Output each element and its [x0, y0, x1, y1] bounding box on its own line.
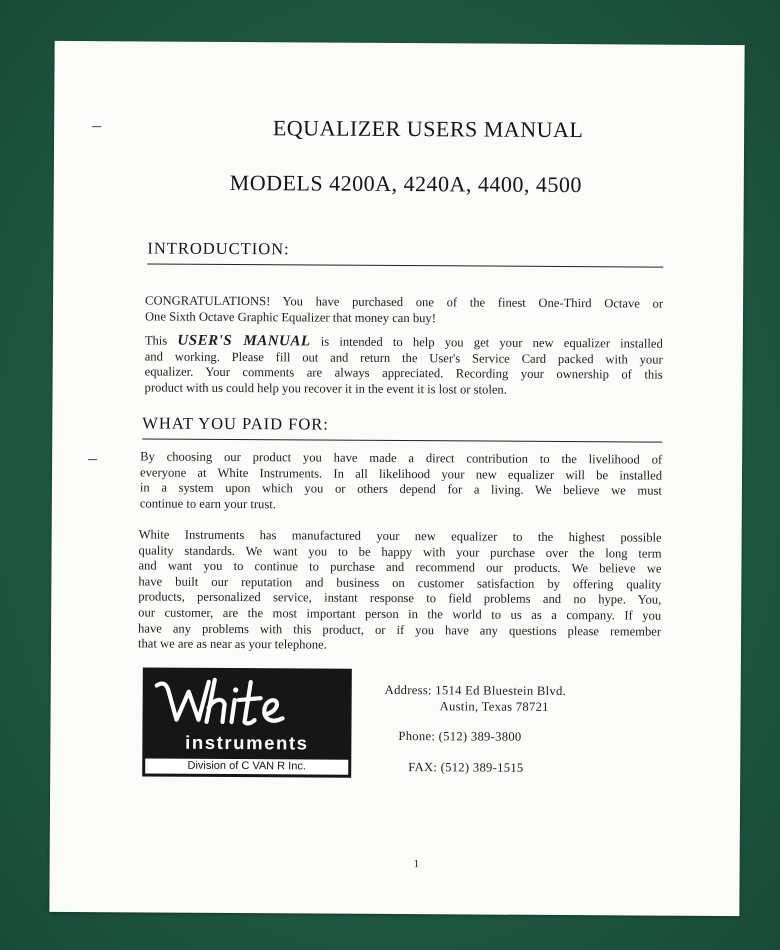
paragraph-line: everyone at White Instruments. In all likelihood your new equalizer will be installed: [139, 465, 663, 483]
division-label: Division of C VAN R Inc.: [145, 758, 348, 774]
paragraph-line: continue to earn your trust.: [139, 496, 276, 512]
margin-mark: [88, 459, 97, 460]
users-manual-emphasis: USER'S MANUAL: [177, 332, 311, 350]
paragraph-line: One Sixth Octave Graphic Equalizer that money can buy!: [144, 309, 436, 325]
congratulations-paragraph: [145, 293, 663, 327]
paragraph-line: in a system upon which you or others depend for a living. We believe we must: [139, 480, 662, 498]
paragraph-line: our customer, are the most important person in the world to us as a company. If you: [138, 605, 662, 623]
lead-text: This: [144, 333, 168, 348]
paragraph-line: quality standards. We want you to be happy with your purchase over the long term: [138, 543, 662, 561]
introduction-rule: [147, 263, 663, 267]
models-subtitle: MODELS 4200A, 4240A, 4400, 4500: [229, 169, 582, 198]
choosing-paragraph: [140, 449, 662, 515]
paid-for-rule: [142, 438, 662, 442]
introduction-heading: INTRODUCTION:: [147, 238, 290, 259]
paragraph-line: By choosing our product you have made a direct contribution to the livelihood of: [140, 449, 663, 467]
paragraph-line: that we are as near as your telephone.: [137, 636, 327, 652]
instruments-wordmark: instruments: [185, 731, 309, 754]
paragraph-line: products, personalized service, instant response to field problems and no hype. You,: [138, 589, 662, 607]
fax-line: FAX: (512) 389-1515: [408, 760, 524, 775]
paragraph-line: CONGRATULATIONS! You have purchased one of the finest One-Third Octave or: [145, 293, 664, 311]
paragraph-line: have built our reputation and business on customer satisfaction by offering quality: [138, 574, 662, 592]
address-line: Address: 1514 Ed Bluestein Blvd.: [384, 682, 567, 699]
manufactured-paragraph: [138, 527, 662, 655]
paragraph-line: White Instruments has manufactured your new equalizer to the highest possible: [138, 527, 662, 545]
manual-title: EQUALIZER USERS MANUAL: [272, 115, 584, 143]
paragraph-line: have any problems with this product, or if you have any questions please remember: [138, 620, 662, 639]
paragraph-line: and working. Please fill out and return the User's Service Card packed with your: [144, 349, 663, 367]
address-city-line: Austin, Texas 78721: [439, 699, 549, 714]
manual-page: [49, 41, 744, 916]
phone-line: Phone: (512) 389-3800: [398, 729, 522, 744]
paragraph-line: equalizer. Your comments are always appreciated. Recording your ownership of this: [144, 364, 663, 382]
white-script-logo: [142, 669, 351, 732]
lead-text-rest: is intended to help you get your new equalizer installed: [320, 334, 663, 351]
paragraph-line: and want you to continue to purchase and recommend our products. We believe we: [138, 558, 662, 576]
page-number: 1: [413, 858, 420, 871]
paid-for-heading: WHAT YOU PAID FOR:: [142, 413, 329, 434]
users-manual-paragraph: [145, 333, 663, 399]
paragraph-line: product with us could help you recover it in the event it is lost or stolen.: [144, 380, 507, 397]
white-instruments-logo: [142, 667, 352, 777]
